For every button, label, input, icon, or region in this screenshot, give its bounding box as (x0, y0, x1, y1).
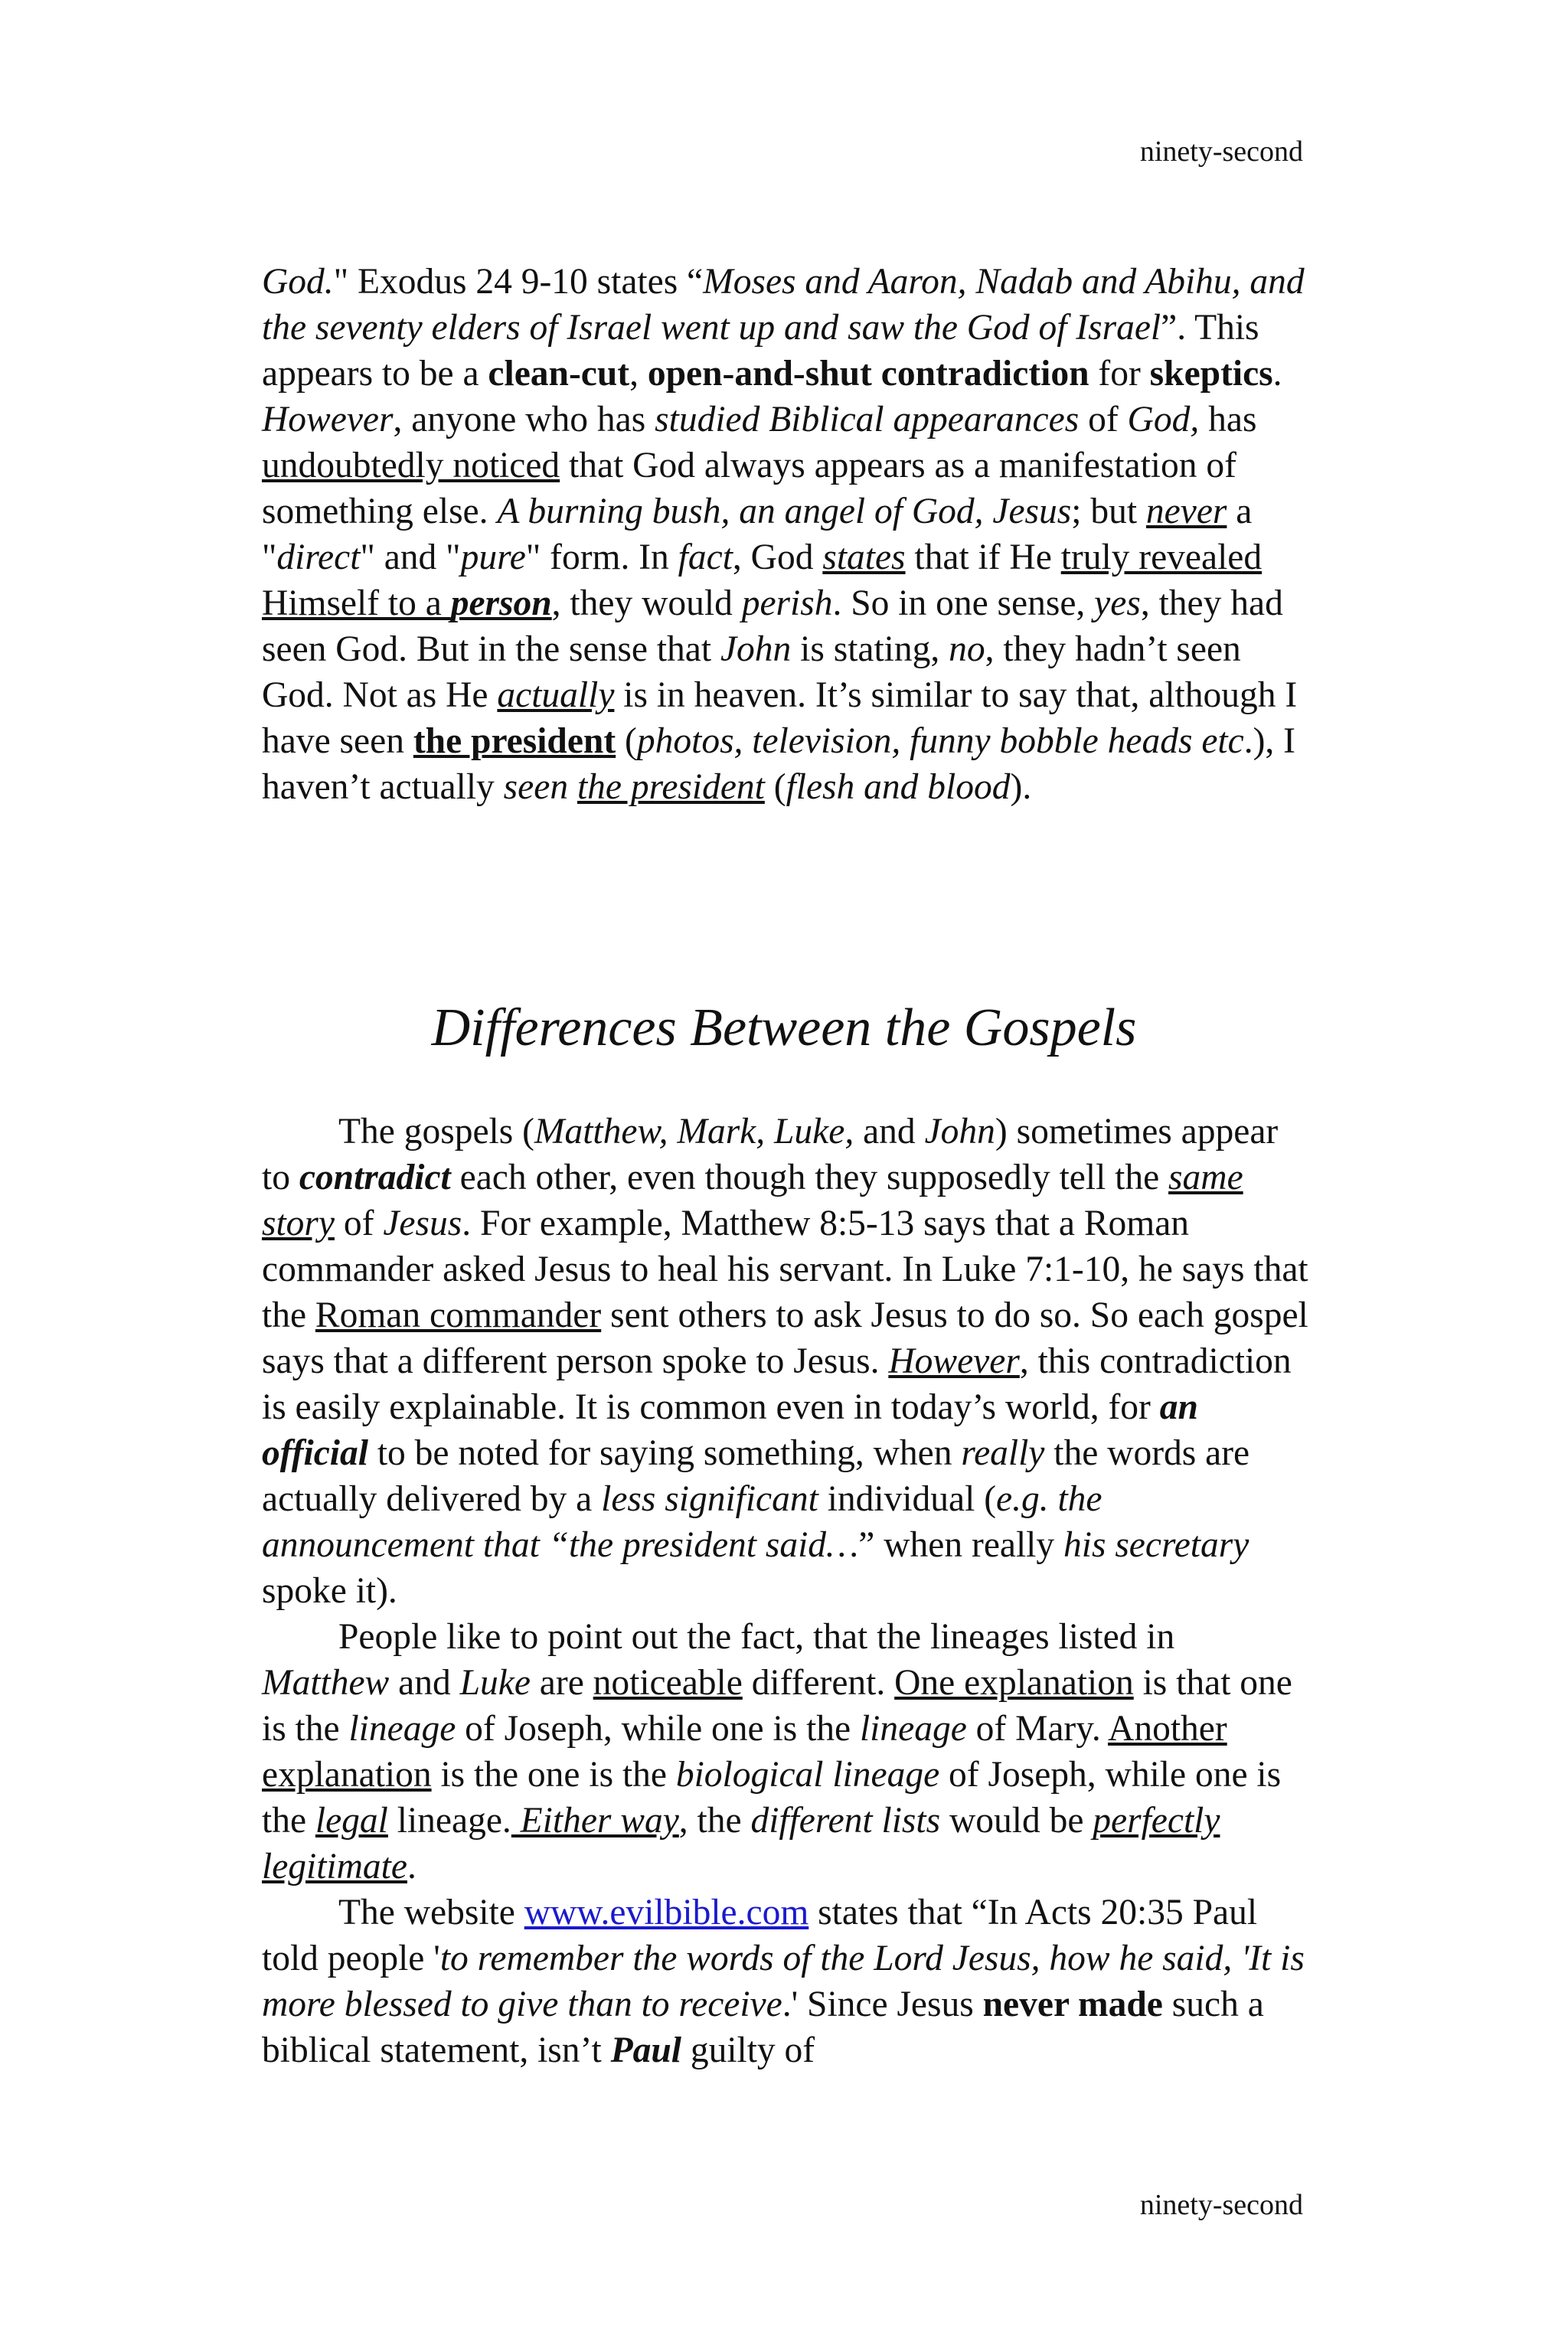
text-run: ) sometimes appear to (262, 1112, 1279, 1197)
evilbible-link[interactable]: www.evilbible.com (524, 1893, 809, 1932)
text-run: Luke (459, 1663, 531, 1703)
text-run: person (450, 583, 552, 623)
text-run: the president (413, 721, 616, 761)
text-run: legal (315, 1801, 388, 1841)
text-run: the president (577, 767, 765, 807)
text-run: God, (1127, 400, 1200, 439)
text-run: different. (742, 1663, 895, 1703)
text-run: One explanation (894, 1663, 1134, 1703)
text-run: of Mary. (966, 1709, 1109, 1749)
text-run: " Exodus 24 9-10 states “ (333, 262, 704, 302)
text-run: never made (982, 1984, 1163, 2024)
text-run: The website (338, 1893, 524, 1932)
text-run (568, 767, 577, 807)
text-run: perfectly legitimate (262, 1801, 1220, 1886)
text-run: Matthew (262, 1663, 390, 1703)
text-run: Another explanation (262, 1709, 1227, 1795)
text-run: However (262, 400, 394, 439)
text-run: ). (1010, 767, 1032, 807)
text-run: e.g. the announcement that “the president said… (262, 1479, 1102, 1565)
lineage-paragraph (262, 1614, 1311, 1890)
text-run: individual ( (818, 1479, 997, 1519)
running-footer-page-label: ninety-second (1139, 2189, 1303, 2221)
text-run: to be noted for saying something, when (368, 1433, 962, 1473)
text-run: People like to point out the fact, that the lineages listed in (338, 1617, 1175, 1657)
text-run: less significant (601, 1479, 818, 1519)
text-run: . (407, 1847, 416, 1886)
section-heading: Differences Between the Gospels (431, 998, 1137, 1057)
text-run: skeptics (1149, 354, 1273, 394)
text-run: , the (678, 1801, 751, 1841)
text-run: is that one is the (262, 1663, 1292, 1749)
text-run: are (530, 1663, 593, 1703)
text-run: The gospels ( (338, 1112, 534, 1152)
website-paragraph (262, 1890, 1311, 2073)
text-run: John (720, 629, 792, 669)
text-run: Paul (610, 2030, 681, 2070)
text-run: Roman commander (315, 1295, 602, 1335)
text-run: spoke it). (262, 1571, 397, 1611)
text-run: pure (460, 537, 526, 577)
text-run: flesh and blood (786, 767, 1011, 807)
text-run: seen (503, 767, 569, 807)
text-run: . (1272, 354, 1282, 394)
text-run: noticeable (593, 1663, 743, 1703)
text-run: biological lineage (675, 1755, 940, 1795)
text-run: and (389, 1663, 460, 1703)
text-run: A burning bush, an angel of God, Jesus (497, 492, 1072, 531)
text-run: of (1079, 400, 1128, 439)
text-run: is the one is the (431, 1755, 676, 1795)
text-run: states (822, 537, 906, 577)
text-run: God. (262, 262, 334, 302)
intro-paragraph (262, 259, 1311, 810)
text-run: Matthew, Mark, Luke, (534, 1112, 854, 1152)
text-run: perish (741, 583, 833, 623)
text-run: open-and-shut contradiction (647, 354, 1089, 394)
intro-text (262, 259, 1311, 810)
text-run: Either way (511, 1801, 679, 1841)
text-run: same story (262, 1158, 1243, 1243)
text-run: clean-cut (488, 354, 630, 394)
text-run: ( (764, 767, 786, 807)
text-run: states that “In Acts 20:35 Paul told people ' (262, 1893, 1258, 1978)
text-run: and (854, 1112, 925, 1152)
text-run: his secretary (1063, 1525, 1250, 1565)
text-run: Jesus (383, 1204, 462, 1243)
text-run: is stating, (791, 629, 949, 669)
quoted-verse: Moses and Aaron, Nadab and Abihu, and the seventy elders of Israel went up and saw the God of Israel (262, 262, 1305, 348)
text-run: lineage (348, 1709, 456, 1749)
text-run: that if He (905, 537, 1061, 577)
gospels-section-body (262, 1109, 1311, 2073)
text-run: for (1089, 354, 1150, 394)
text-run: fact (678, 537, 733, 577)
gospels-paragraph (262, 1109, 1311, 1614)
text-run: ” when really (858, 1525, 1064, 1565)
text-run: John (924, 1112, 995, 1152)
running-header-page-label: ninety-second (1139, 136, 1303, 168)
text-run: has (1199, 400, 1257, 439)
text-run: no (949, 629, 985, 669)
text-run: such a biblical statement, isn’t (262, 1984, 1264, 2070)
text-run: contradict (299, 1158, 451, 1197)
text-run: is in heaven. It’s similar to say that, although I have seen (262, 675, 1298, 761)
quoted-verse: to remember the words of the Lord Jesus, how he said, 'It is more blessed to give than to receive (262, 1939, 1305, 2024)
text-run: , they hadn’t seen God. Not as He (262, 629, 1241, 715)
text-run: , this contradiction is easily explainable. It is common even in today’s world, for (262, 1341, 1292, 1427)
text-run: ”. This appears to be a (262, 308, 1259, 394)
text-run: of Joseph, while one is the (456, 1709, 860, 1749)
text-run: different lists (750, 1801, 941, 1841)
text-run: truly revealed Himself to a (262, 537, 1263, 623)
text-run: actually (497, 675, 615, 715)
text-run: a " (262, 492, 1253, 577)
text-run: However (888, 1341, 1020, 1381)
text-run: studied Biblical appearances (655, 400, 1080, 439)
text-run: of (335, 1204, 384, 1243)
text-run: , anyone who has (393, 400, 655, 439)
text-run: .), I haven’t actually (262, 721, 1295, 807)
text-run: . For example, Matthew 8:5-13 says that a Roman commander asked Jesus to heal his servant. In Luke 7:1-10, he says that the (262, 1204, 1308, 1335)
text-run: of Joseph, while one is the (262, 1755, 1282, 1841)
text-run: each other, even though they supposedly tell the (450, 1158, 1169, 1197)
text-run: ( (616, 721, 637, 761)
text-run: an official (262, 1387, 1198, 1473)
text-run: direct (276, 537, 361, 577)
text-run: " form. In (525, 537, 678, 577)
text-run: , God (732, 537, 823, 577)
text-run: guilty of (681, 2030, 815, 2070)
text-run: the words are actually delivered by a (262, 1433, 1250, 1519)
text-run: . So in one sense, (832, 583, 1095, 623)
text-run: , (629, 354, 648, 394)
text-run: lineage (859, 1709, 967, 1749)
text-run: , they had seen God. But in the sense that (262, 583, 1283, 669)
text-run: that God always appears as a manifestation of something else. (262, 446, 1236, 531)
text-run: sent others to ask Jesus to do so. So each gospel says that a different person spoke to Jesus. (262, 1295, 1308, 1381)
text-run: never (1145, 492, 1227, 531)
text-run: .' Since Jesus (782, 1984, 983, 2024)
text-run: undoubtedly noticed (262, 446, 560, 485)
text-run: ; but (1071, 492, 1146, 531)
text-run: yes (1094, 583, 1141, 623)
text-run: , they would (551, 583, 742, 623)
text-run: photos, television, funny bobble heads etc (636, 721, 1244, 761)
text-run: would be (940, 1801, 1093, 1841)
text-run: lineage. (387, 1801, 511, 1841)
text-run: really (961, 1433, 1045, 1473)
text-run: " and " (360, 537, 461, 577)
